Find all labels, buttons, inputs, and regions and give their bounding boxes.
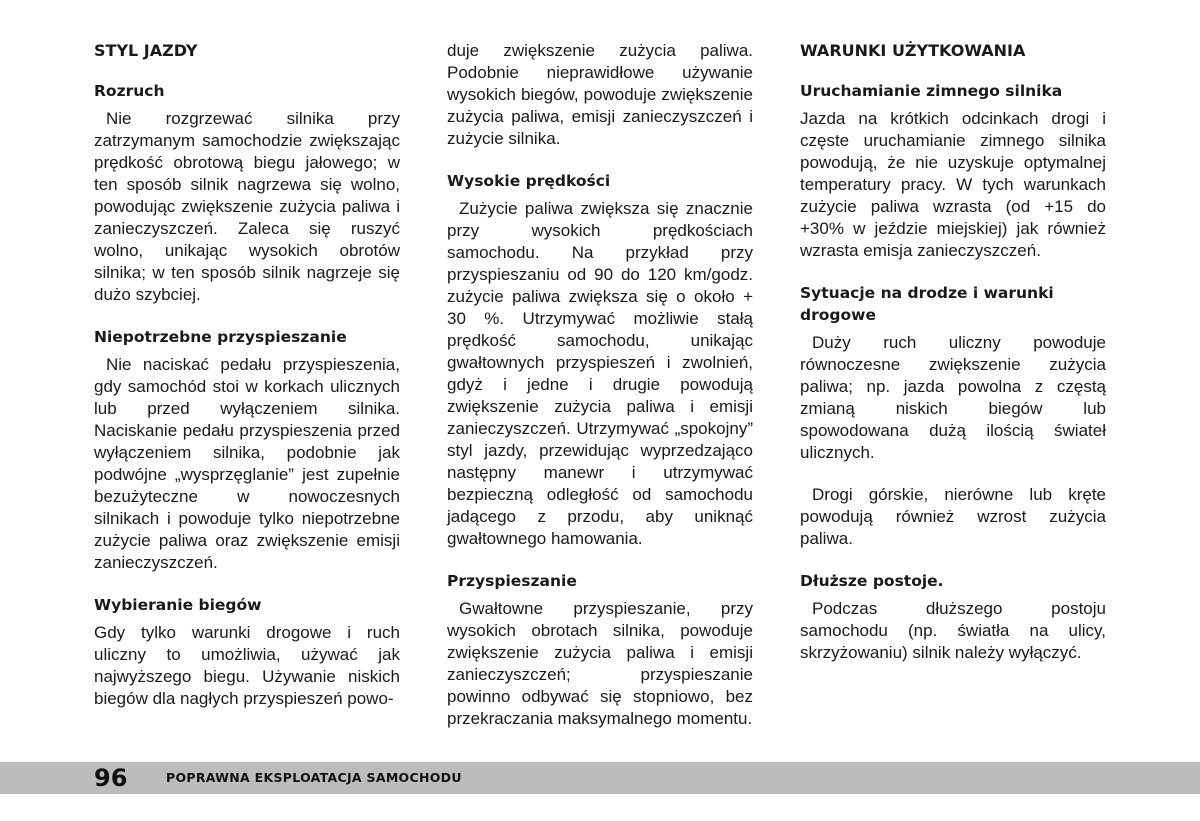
column-left: [94, 40, 400, 730]
footer-section-title: POPRAWNA EKSPLOATACJA SAMOCHODU: [166, 770, 462, 785]
paragraph-acceleration: Gwałtowne przyspieszanie, przy wysokich obrotach silnika, powoduje zwiększenie zużycia paliwa i emisji zanieczyszczeń; przyspieszanie powinno odbywać się stopniowo, bez przekraczania maksymalnego momentu.: [447, 599, 753, 728]
paragraph-cold-start: Jazda na krótkich odcinkach drogi i częste uruchamianie zimnego silnika powodują, że nie uzyskuje optymalnej temperatury pracy. W tych warunkach zużycie paliwa wzrasta (od +15 do +30% w jeździe miejskiej) jak również wzrasta emisja zanieczyszczeń.: [800, 109, 1106, 260]
heading-unnecessary-acceleration: Niepotrzebne przyspieszanie: [94, 328, 347, 346]
paragraph-gear-selection: Gdy tylko warunki drogowe i ruch uliczny to umożliwia, używać jak najwyższego biegu. Używanie niskich biegów dla nagłych przyspieszeń powo-: [94, 623, 400, 708]
column-right: [800, 40, 1106, 684]
heading-long-stops: Dłuższe postoje.: [800, 572, 944, 590]
heading-cold-start: Uruchamianie zimnego silnika: [800, 82, 1063, 100]
paragraph-start: Nie rozgrzewać silnika przy zatrzymanym samochodzie zwiększając prędkość obrotową biegu jałowego; w ten sposób silnik nagrzewa się wolno, powodując zwiększenie zużycia paliwa i zanieczyszczeń. Zaleca się ruszyć wolno, unikając wysokich obrotów silnika; w ten sposób silnik nagrzeje się dużo szybciej.: [94, 109, 400, 304]
paragraph-road-conditions-mountain: Drogi górskie, nierówne lub kręte powodują również wzrost zużycia paliwa.: [800, 485, 1106, 548]
heading-gear-selection: Wybieranie biegów: [94, 596, 262, 614]
paragraph-long-stops: Podczas dłuższego postoju samochodu (np. światła na ulicy, skrzyżowaniu) silnik należy wyłączyć.: [800, 599, 1106, 662]
paragraph-unnecessary-acceleration: Nie naciskać pedału przyspieszenia, gdy samochód stoi w korkach ulicznych lub przed wyłączeniem silnika. Naciskanie pedału przyspieszenia przed wyłączeniem silnika, podobnie jak podwójne „wysprzęglanie” jest zupełnie bezużyteczne w nowoczesnych silnikach i powoduje tylko niepotrzebne zużycie paliwa oraz zwiększenie emisji zanieczyszczeń.: [94, 355, 400, 572]
heading-road-conditions: Sytuacje na drodze i warunki drogowe: [800, 284, 1054, 324]
heading-start: Rozruch: [94, 82, 165, 100]
heading-high-speed: Wysokie prędkości: [447, 172, 611, 190]
section-title-conditions-of-use: WARUNKI UŻYTKOWANIA: [800, 41, 1026, 60]
heading-acceleration: Przyspieszanie: [447, 572, 577, 590]
paragraph-high-speed: Zużycie paliwa zwiększa się znacznie przy wysokich prędkościach samochodu. Na przykład przy przyspieszaniu od 90 do 120 km/godz. zużycie paliwa zwiększa się o około + 30 %. Utrzymywać możliwie stałą prędkość samochodu, unikając gwałtownych przyspieszeń i zwolnień, gdyż i jedne i drugie powodują zwiększenie zużycia paliwa i emisji zanieczyszczeń. Utrzymywać „spokojny” styl jazdy, przewidując wyprzedzająco następny manewr i utrzymywać bezpieczną odległość od samochodu jadącego z przodu, aby uniknąć gwałtownego hamowania.: [447, 199, 753, 548]
paragraph-gear-selection-continued: duje zwiększenie zużycia paliwa. Podobnie nieprawidłowe używanie wysokich biegów, powoduje zwiększenie zużycia paliwa, emisji zanieczyszczeń i zużycie silnika.: [447, 41, 753, 148]
column-middle: [447, 40, 753, 750]
page-number: 96: [94, 764, 128, 792]
page-footer: [0, 762, 1200, 794]
section-title-driving-style: STYL JAZDY: [94, 41, 198, 60]
paragraph-road-conditions-traffic: Duży ruch uliczny powoduje równoczesne zwiększenie zużycia paliwa; np. jazda powolna z częstą zmianą niskich biegów lub spowodowana dużą ilością świateł ulicznych.: [800, 333, 1106, 462]
